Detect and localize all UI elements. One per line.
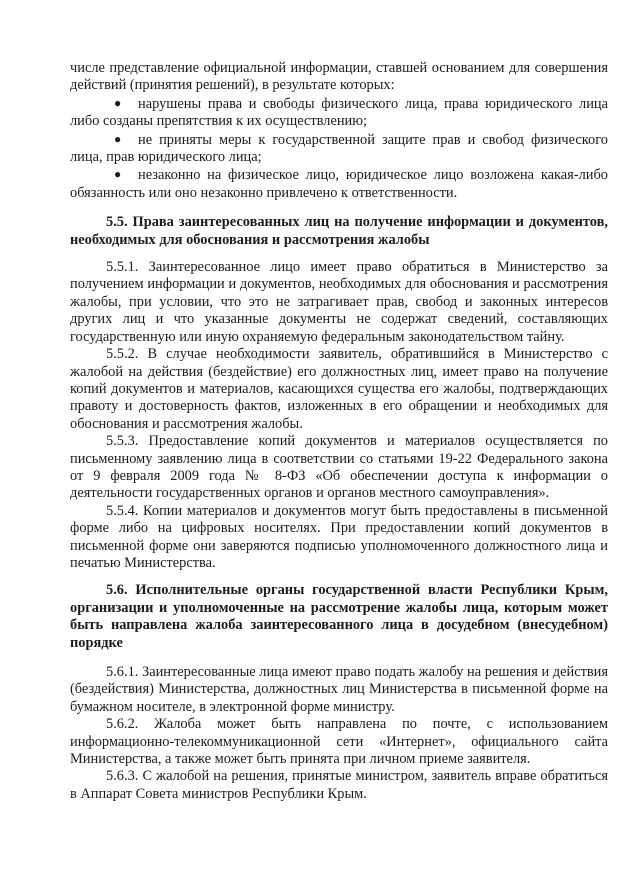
paragraph-5-5-2: 5.5.2. В случае необходимости заявитель, обратившийся в Министерство с жалобой на действия (бездействие) его должностных лиц, имеет право на получение копий документов и материалов, касающихся существа его жалобы, подтверждающих правоту и достоверность фактов, изложенных в его обращении и необходимых для обоснования и рассмотрения жалобы. [70,346,608,432]
bullet-dot-icon: ● [114,131,122,146]
paragraph-5-5-3: 5.5.3. Предоставление копий документов и материалов осуществляется по письменному заявлению лица в соответствии со статьями 19-22 Федерального закона от 9 февраля 2009 года № 8-ФЗ «Об обеспечении доступа к информации о деятельности государственных органов и органов местного самоуправления». [70,433,608,502]
paragraph-5-6-2: 5.6.2. Жалоба может быть направлена по почте, с использованием информационно-телекоммуникационной сети «Интернет», официального сайта Министерства, а также может быть принята при личном приеме заявителя. [70,716,608,768]
section-heading-5-6: 5.6. Исполнительные органы государственной власти Республики Крым, организации и уполномоченные на рассмотрение жалобы лица, которым может быть направлена жалоба заинтересованного лица в досудебном (внесудебном) порядке [70,582,608,651]
bullet-item [70,95,608,131]
document-page [70,60,608,803]
paragraph-5-6-3: 5.6.3. С жалобой на решения, принятые министром, заявитель вправе обратиться в Аппарат Совета министров Республики Крым. [70,768,608,802]
paragraph-5-6-1: 5.6.1. Заинтересованные лица имеют право подать жалобу на решения и действия (бездействия) Министерства, должностных лиц Министерства в письменной форме на бумажном носителе, в электронной форме министру. [70,664,608,715]
paragraph-5-5-4: 5.5.4. Копии материалов и документов могут быть предоставлены в письменной форме либо на цифровых носителях. При предоставлении копий документов в письменной форме они заверяются подписью уполномоченного должностного лица и печатью Министерства. [70,502,608,571]
bullet-text: нарушены права и свободы физического лица, права юридического лица либо созданы препятствия к их осуществлению; [70,95,608,130]
paragraph-5-5-1: 5.5.1. Заинтересованное лицо имеет право обратиться в Министерство за получением информации и документов, необходимых для обоснования и рассмотрения жалобы, при условии, что это не затрагивает прав, свобод и законных интересов других лиц и что указанные документы не содержат сведений, составляющих государственную или иную охраняемую федеральным законодательством тайну. [70,259,608,345]
section-heading-5-5: 5.5. Права заинтересованных лиц на получение информации и документов, необходимых для обоснования и рассмотрения жалобы [70,214,608,248]
bullet-dot-icon: ● [114,95,122,110]
bullet-item [70,166,608,202]
bullet-dot-icon: ● [114,167,122,182]
bullet-text: незаконно на физическое лицо, юридическое лицо возложена какая-либо обязанность или оно незаконно привлечено к ответственности. [70,167,608,201]
intro-paragraph: числе представление официальной информации, ставшей основанием для совершения действий (принятия решений), в результате которых: [70,60,608,94]
bullet-text: не приняты меры к государственной защите прав и свобод физического лица, прав юридического лица; [70,131,608,166]
bullet-item [70,131,608,167]
